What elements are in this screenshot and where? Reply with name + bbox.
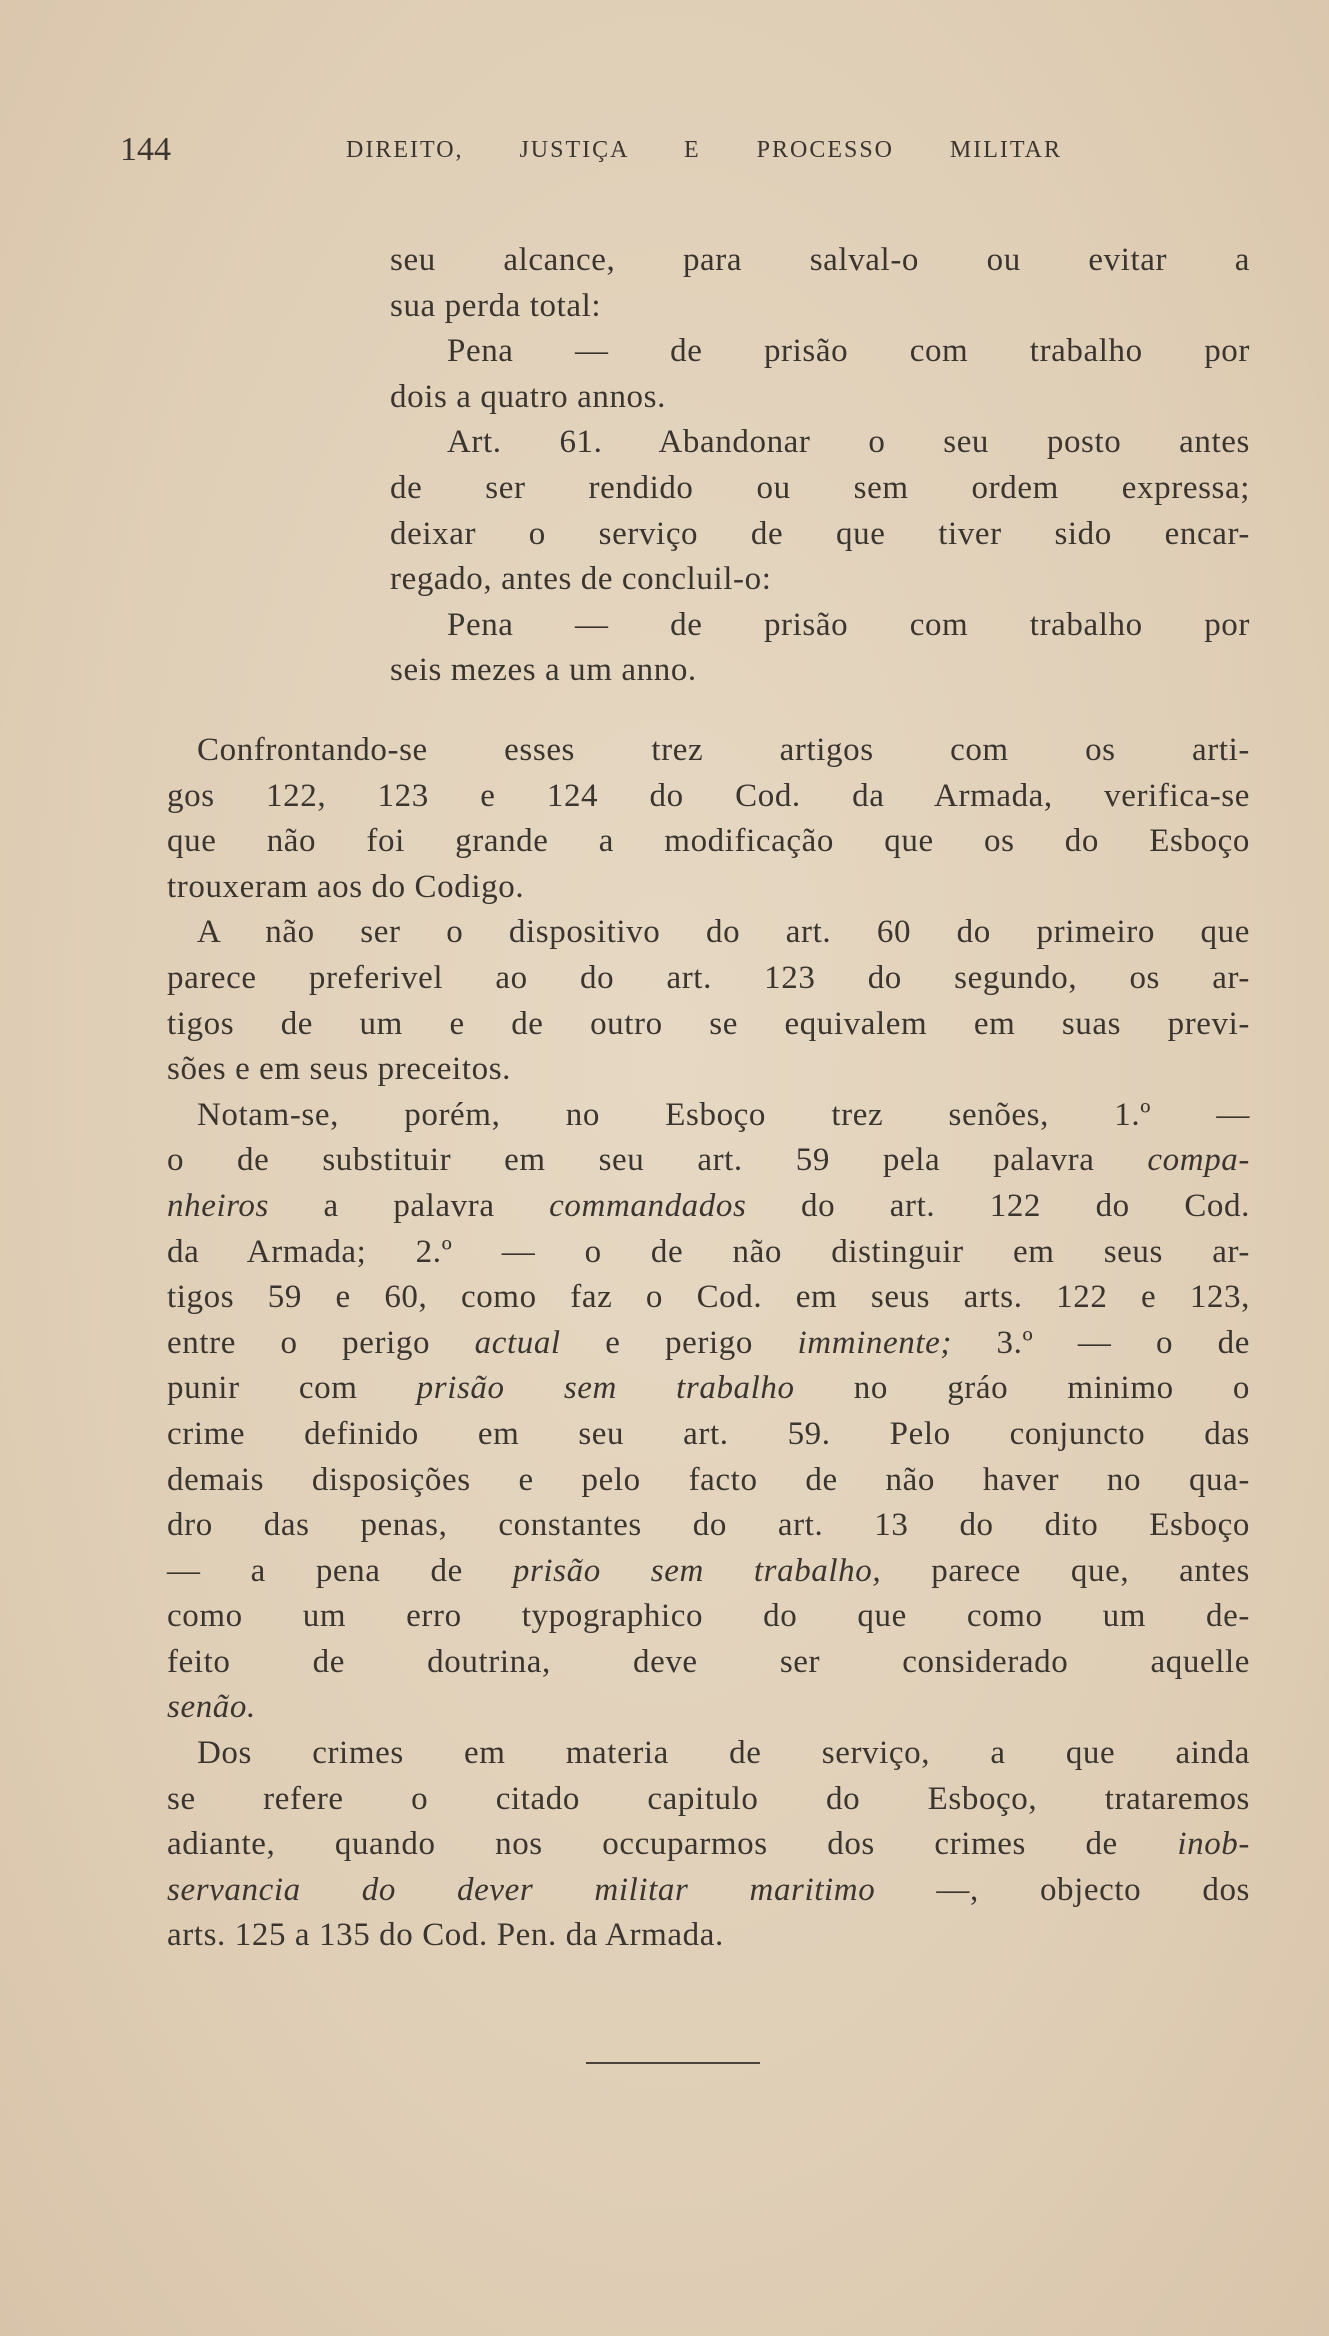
text-segment: tigos 59 e 60, como faz o Cod. em seus arts. 122 e 123, [167,1279,1250,1316]
text-line [390,375,1250,421]
text-segment: crime definido em seu art. 59. Pelo conjuncto das [167,1415,1250,1452]
italic-text: imminente; [797,1324,952,1361]
text-line [167,1002,1250,1048]
text-segment: da Armada; 2.º — o de não distinguir em seus ar- [167,1233,1250,1270]
text-segment: dois a quatro annos. [390,378,666,415]
text-segment: seis mezes a um anno. [390,652,697,689]
text-line [167,865,1250,911]
text-line [167,1594,1250,1640]
text-line [390,238,1250,284]
text-line [390,329,1250,375]
italic-text: actual [474,1324,561,1361]
text-line [167,774,1250,820]
text-segment: —, objecto dos [875,1871,1250,1908]
text-line [167,1093,1250,1139]
text-segment: sões e em seus preceitos. [167,1051,511,1088]
text-segment: dro das penas, constantes do art. 13 do dito Esboço [167,1507,1250,1544]
text-segment: feito de doutrina, deve ser considerado aquelle [167,1643,1250,1680]
text-line [167,1275,1250,1321]
text-line [167,1503,1250,1549]
text-line [167,1321,1250,1367]
text-line [167,1913,1250,1959]
italic-text: servancia do dever militar maritimo [167,1871,876,1908]
text-line [167,1366,1250,1412]
italic-text: inob- [1177,1826,1250,1863]
italic-text: nheiros [167,1187,269,1224]
text-segment: Confrontando-se esses trez artigos com os arti- [197,732,1250,768]
text-line [390,466,1250,512]
text-line [167,910,1250,956]
text-segment: como um erro typographico do que como um de- [167,1598,1250,1635]
text-line [167,1230,1250,1276]
running-title: DIREITO, JUSTIÇA E PROCESSO MILITAR [346,137,1062,163]
text-line [167,1458,1250,1504]
text-segment: e perigo [560,1324,798,1361]
text-line [167,1184,1250,1230]
text-line [390,512,1250,558]
commentary-text-block [167,728,1250,1959]
text-segment: sua perda total: [390,287,602,324]
text-segment: adiante, quando nos occuparmos dos crimes de [167,1826,1178,1863]
text-segment: Pena — de prisão com trabalho por [447,333,1250,370]
text-line [390,420,1250,466]
text-line [167,1047,1250,1093]
text-line [390,284,1250,330]
text-segment: seu alcance, para salval-o ou evitar a [390,242,1250,278]
text-line [167,1640,1250,1686]
text-line [390,557,1250,603]
text-line [390,603,1250,649]
text-segment: Art. 61. Abandonar o seu posto antes [447,424,1250,461]
text-line [167,956,1250,1002]
italic-text: commandados [549,1187,747,1224]
text-segment: parece preferivel ao do art. 123 do segundo, os ar- [167,959,1250,996]
text-line [167,728,1250,774]
text-segment: Pena — de prisão com trabalho por [447,606,1250,643]
page-number: 144 [120,131,171,168]
text-line [167,1138,1250,1184]
text-segment: no gráo minimo o [794,1370,1250,1407]
text-segment: trouxeram aos do Codigo. [167,868,525,905]
article-text-block [390,238,1250,694]
text-segment: de ser rendido ou sem ordem expressa; [390,469,1250,506]
italic-text: prisão sem trabalho [416,1370,795,1407]
italic-text: senão. [167,1689,256,1726]
text-segment: que não foi grande a modificação que os do Esboço [167,823,1250,860]
text-segment: o de substituir em seu art. 59 pela palavra [167,1142,1148,1179]
text-line [167,1731,1250,1777]
text-line [167,1412,1250,1458]
text-segment: punir com [167,1370,417,1407]
italic-text: prisão sem trabalho, [512,1552,882,1589]
text-line [390,648,1250,694]
text-segment: gos 122, 123 e 124 do Cod. da Armada, verifica-se [167,777,1250,814]
text-segment: A não ser o dispositivo do art. 60 do primeiro que [197,914,1250,951]
text-segment: Dos crimes em materia de serviço, a que ainda [197,1735,1250,1772]
italic-text: compa- [1147,1142,1250,1179]
text-segment: deixar o serviço de que tiver sido encar- [390,515,1250,552]
text-segment: parece que, antes [881,1552,1250,1589]
text-line [167,1685,1250,1731]
text-segment: demais disposições e pelo facto de não haver no qua- [167,1461,1250,1498]
text-line [167,1822,1250,1868]
text-line [167,1549,1250,1595]
text-line [167,819,1250,865]
text-segment: entre o perigo [167,1324,475,1361]
text-segment: 3.º — o de [951,1324,1250,1361]
text-line [167,1868,1250,1914]
text-segment: a palavra [268,1187,550,1224]
text-segment: tigos de um e de outro se equivalem em suas previ- [167,1005,1250,1042]
text-segment: do art. 122 do Cod. [746,1187,1250,1224]
text-segment: arts. 125 a 135 do Cod. Pen. da Armada. [167,1917,724,1954]
text-line [167,1777,1250,1823]
section-end-rule [586,2062,760,2064]
text-segment: — a pena de [167,1552,513,1589]
text-segment: se refere o citado capitulo do Esboço, trataremos [167,1780,1250,1817]
text-segment: regado, antes de concluil-o: [390,561,772,598]
text-segment: Notam-se, porém, no Esboço trez senões, 1.º — [197,1096,1250,1133]
